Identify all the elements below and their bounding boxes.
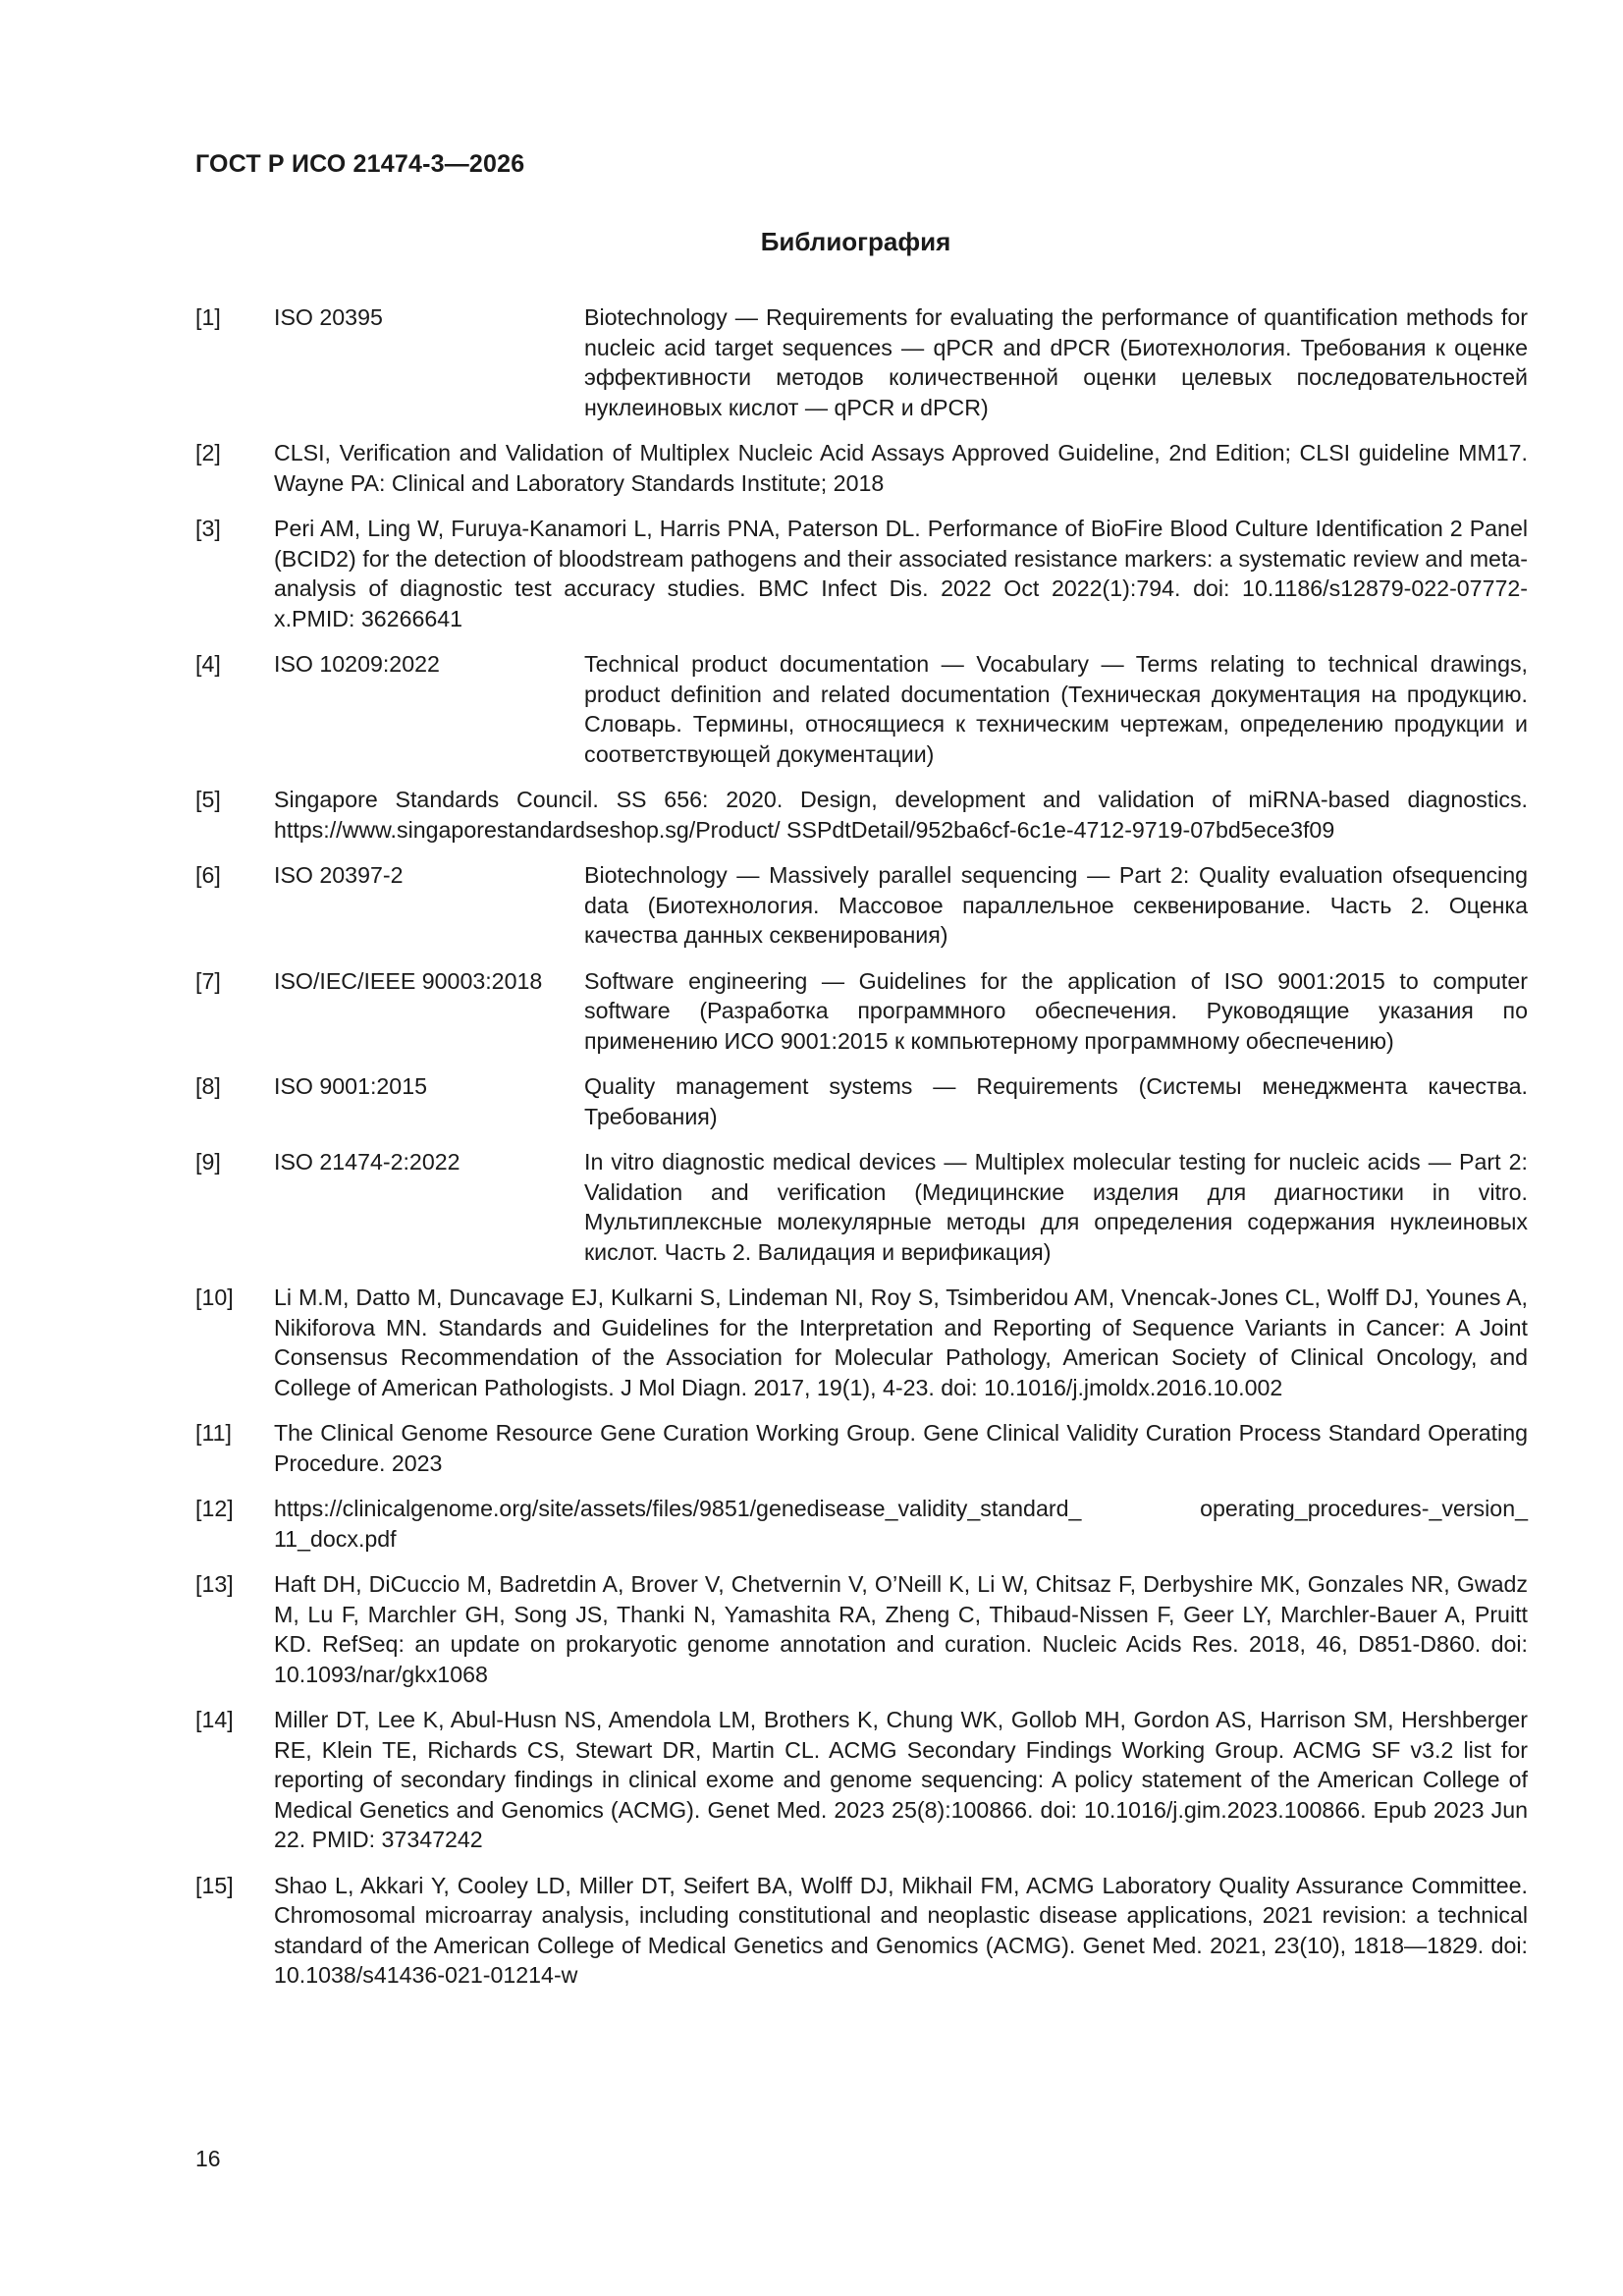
entry-code: ISO 21474-2:2022 — [274, 1149, 460, 1175]
entry-number: [14] — [195, 1707, 234, 1732]
entry-number: [3] — [195, 516, 221, 541]
entry-number: [13] — [195, 1571, 234, 1597]
bibliography-entry — [195, 438, 1528, 498]
entry-code: ISO 10209:2022 — [274, 651, 440, 677]
bibliography-entry — [195, 1705, 1528, 1855]
entry-number: [2] — [195, 440, 221, 465]
entry-text: Software engineering — Guidelines for the application of ISO 9001:2015 to computer software (Разработка программного обеспечения. Руководящие указания по применению ИСО 9001:2015 к компьютерному программному обеспечению) — [584, 967, 1528, 1054]
entry-text: The Clinical Genome Resource Gene Curation Working Group. Gene Clinical Validity Curation Process Standard Operating Procedure. 2023 — [274, 1420, 1528, 1476]
bibliography-entry — [195, 1418, 1528, 1478]
bibliography-entry — [195, 514, 1528, 633]
bibliography-list — [195, 302, 1528, 2006]
page-number: 16 — [195, 2146, 221, 2171]
bibliography-entry — [195, 1071, 1528, 1131]
entry-number: [8] — [195, 1073, 221, 1099]
entry-number: [9] — [195, 1149, 221, 1175]
entry-text: Miller DT, Lee K, Abul-Husn NS, Amendola LM, Brothers K, Chung WK, Gollob MH, Gordon AS, Harrison SM, Hershberger RE, Klein TE, Richards CS, Stewart DR, Martin CL. ACMG Secondary Findings Working Group. ACMG SF v3.2 list for reporting of secondary findings in clinical exome and genome sequencing: A policy statement of the American College of Medical Genetics and Genomics (ACMG). Genet Med. 2023 25(8):100866. doi: 10.1016/j.gim.2023.100866. Epub 2023 Jun 22. PMID: 37347242 — [274, 1707, 1528, 1852]
document-header: ГОСТ Р ИСО 21474-3—2026 — [195, 150, 525, 178]
bibliography-entry — [195, 1494, 1528, 1554]
bibliography-entry — [195, 860, 1528, 951]
entry-text: https://clinicalgenome.org/site/assets/files/9851/genedisease_validity_standard_ operating_procedures-_version_ 11_docx.pdf — [274, 1496, 1528, 1552]
bibliography-entry — [195, 1569, 1528, 1689]
entry-text: Technical product documentation — Vocabulary — Terms relating to technical drawings, product definition and related documentation (Техническая документация на продукцию. Словарь. Термины, относящиеся к техническим чертежам, определению продукции и соответствующей документации) — [584, 651, 1528, 767]
bibliography-entry — [195, 649, 1528, 769]
entry-number: [11] — [195, 1420, 232, 1446]
bibliography-entry — [195, 966, 1528, 1057]
entry-number: [12] — [195, 1496, 234, 1521]
entry-text: Singapore Standards Council. SS 656: 2020. Design, development and validation of miRNA-based diagnostics. https://www.singaporestandardseshop.sg/Product/ SSPdtDetail/952ba6cf-6c1e-4712-9719-07bd5ece3f09 — [274, 787, 1528, 843]
entry-number: [15] — [195, 1872, 234, 1898]
entry-number: [4] — [195, 651, 221, 677]
entry-text: Li M.M, Datto M, Duncavage EJ, Kulkarni S, Lindeman NI, Roy S, Tsimberidou AM, Vnencak-Jones CL, Wolff DJ, Younes A, Nikiforova MN. Standards and Guidelines for the Interpretation and Reporting of Sequence Variants in Cancer: A Joint Consensus Recommendation of the Association for Molecular Pathology, American Society of Clinical Oncology, and College of American Pathologists. J Mol Diagn. 2017, 19(1), 4-23. doi: 10.1016/j.jmoldx.2016.10.002 — [274, 1285, 1528, 1400]
entry-number: [7] — [195, 967, 221, 994]
entry-text: Shao L, Akkari Y, Cooley LD, Miller DT, Seifert BA, Wolff DJ, Mikhail FM, ACMG Laboratory Quality Assurance Committee. Chromosomal microarray analysis, including constitutional and neoplastic disease applications, 2021 revision: a technical standard of the American College of Medical Genetics and Genomics (ACMG). Genet Med. 2021, 23(10), 1818—1829. doi: 10.1038/s41436-021-01214-w — [274, 1872, 1528, 1988]
entry-code: ISO 20397-2 — [274, 862, 404, 888]
entry-code: ISO/IEC/IEEE 90003:2018 — [274, 967, 543, 994]
bibliography-entry — [195, 1147, 1528, 1267]
entry-number: [5] — [195, 787, 221, 812]
bibliography-entry — [195, 785, 1528, 845]
entry-number: [1] — [195, 304, 221, 330]
entry-text: Haft DH, DiCuccio M, Badretdin A, Brover V, Chetvernin V, O’Neill K, Li W, Chitsaz F, Derbyshire MK, Gonzales NR, Gwadz M, Lu F, Marchler GH, Song JS, Thanki N, Yamashita RA, Zheng C, Thibaud-Nissen F, Geer LY, Marchler-Bauer A, Pruitt KD. RefSeq: an update on prokaryotic genome annotation and curation. Nucleic Acids Res. 2018, 46, D851-D860. doi: 10.1093/nar/gkx1068 — [274, 1571, 1528, 1687]
entry-text: In vitro diagnostic medical devices — Multiplex molecular testing for nucleic acids — Part 2: Validation and verification (Медицинские изделия для диагностики in vitro. Мультиплексные молекулярные методы для определения содержания нуклеиновых кислот. Часть 2. Валидация и верификация) — [584, 1149, 1528, 1265]
entry-text: Peri AM, Ling W, Furuya-Kanamori L, Harris PNA, Paterson DL. Performance of BioFire Blood Culture Identification 2 Panel (BCID2) for the detection of bloodstream pathogens and their associated resistance markers: a systematic review and meta-analysis of diagnostic test accuracy studies. BMC Infect Dis. 2022 Oct 2022(1):794. doi: 10.1186/s12879-022-07772-x.PMID: 36266641 — [274, 516, 1528, 631]
bibliography-entry — [195, 302, 1528, 422]
bibliography-entry — [195, 1871, 1528, 1991]
entry-text: Biotechnology — Requirements for evaluating the performance of quantification methods for nucleic acid target sequences — qPCR and dPCR (Биотехнология. Требования к оценке эффективности методов количественной оценки целевых последовательностей нуклеиновых кислот — qPCR и dPCR) — [584, 304, 1528, 420]
entry-code: ISO 9001:2015 — [274, 1073, 427, 1099]
entry-code: ISO 20395 — [274, 304, 383, 330]
section-title: Библиография — [760, 227, 951, 256]
entry-text: Quality management systems — Requirements (Системы менеджмента качества. Требования) — [584, 1073, 1528, 1129]
entry-text: CLSI, Verification and Validation of Multiplex Nucleic Acid Assays Approved Guideline, 2nd Edition; CLSI guideline MM17. Wayne PA: Clinical and Laboratory Standards Institute; 2018 — [274, 440, 1528, 496]
bibliography-entry — [195, 1283, 1528, 1402]
entry-number: [6] — [195, 862, 221, 888]
entry-text: Biotechnology — Massively parallel sequencing — Part 2: Quality evaluation ofsequencing data (Биотехнология. Массовое параллельное секвенирование. Часть 2. Оценка качества данных секвенирования) — [584, 862, 1528, 948]
entry-number: [10] — [195, 1285, 234, 1310]
